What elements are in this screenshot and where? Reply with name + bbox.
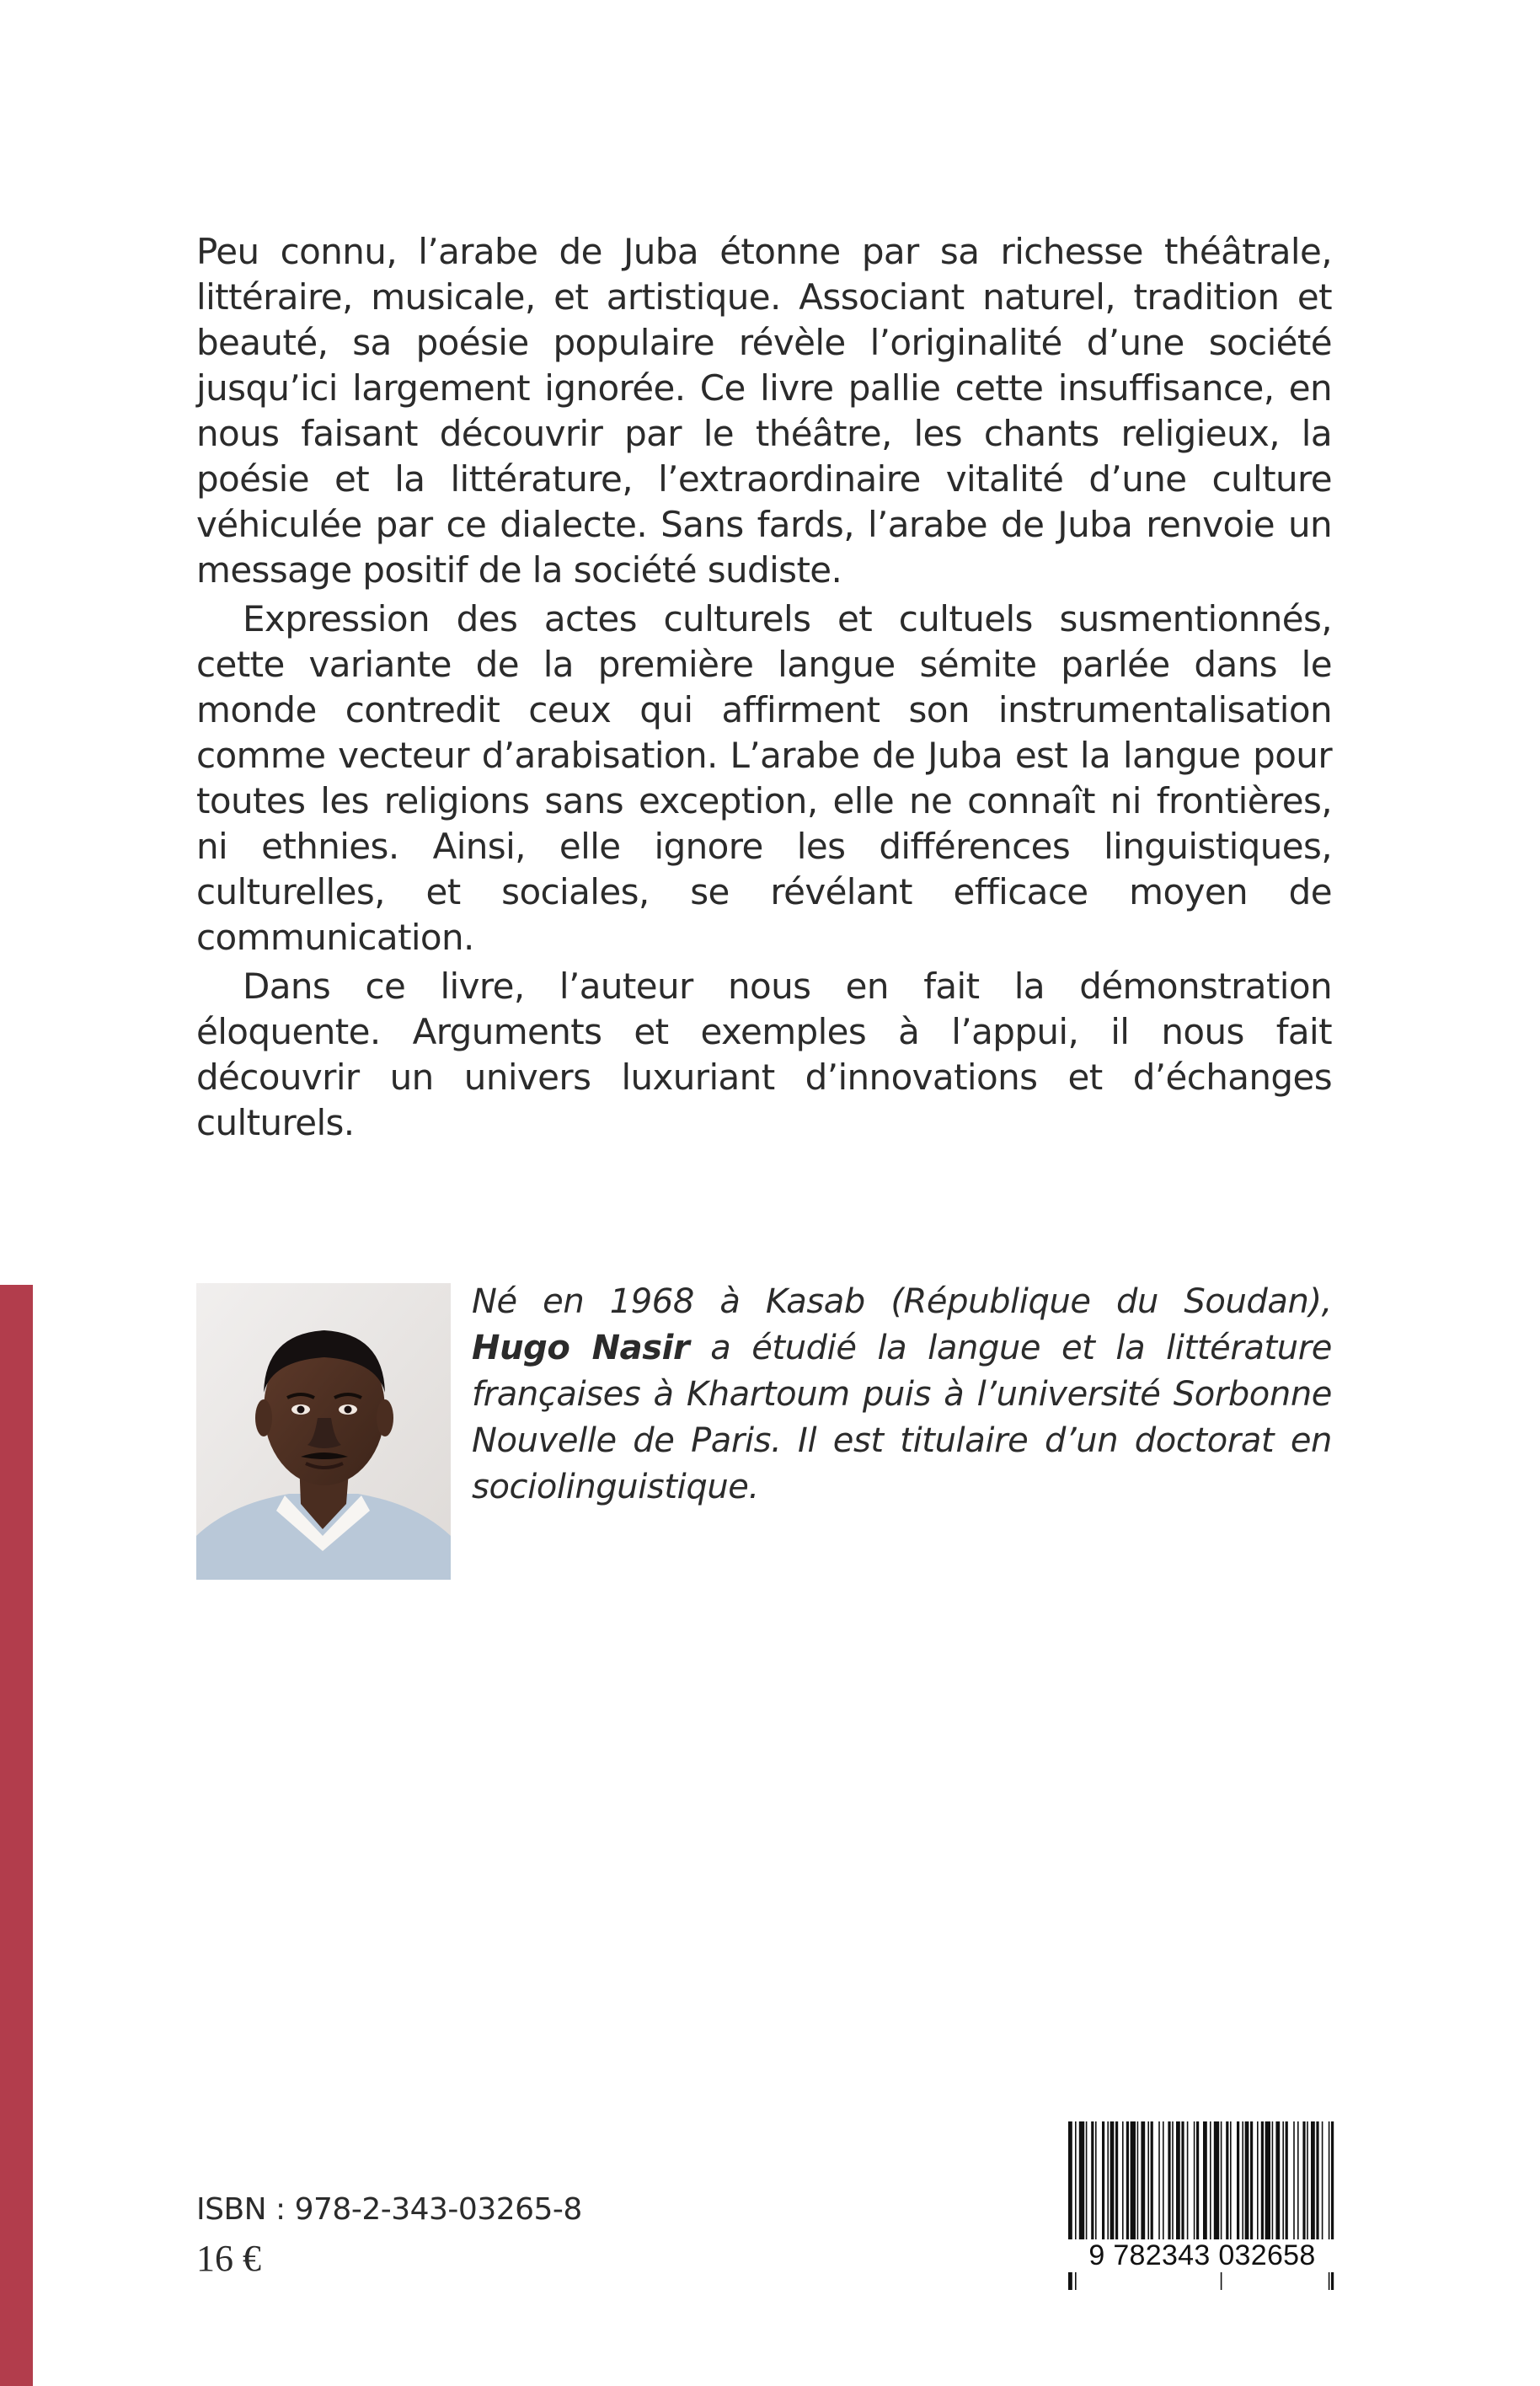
author-name: Hugo Nasir: [472, 1329, 690, 1367]
back-cover-blurb: [196, 229, 1332, 1146]
bio-prefix: Né en 1968 à Kasab (République du Soudan),: [472, 1282, 1332, 1321]
author-bio: [472, 1279, 1332, 1511]
blurb-paragraph-2: Expression des actes culturels et cultuels susmentionnés, cette variante de la première langue sémite parlée dans le monde contredit ceux qui affirment son instrumentalisation comme vecteur d’arabisation. L’arabe de Juba est la langue pour toutes les religions sans exception, elle ne connaît ni frontières, ni ethnies. Ainsi, elle ignore les différences linguistiques, culturelles, et sociales, se révélant efficace moyen de communication.: [196, 598, 1332, 958]
bio-suffix: a étudié la langue et la littérature françaises à Khartoum puis à l’université Sorbonne Nouvelle de Paris. Il est titulaire d’un doctorat en sociolinguistique.: [472, 1329, 1332, 1506]
accent-stripe: [0, 1285, 33, 2386]
price-label: 16 €: [196, 2238, 261, 2279]
barcode-digits: 9 782343 032658: [1063, 2239, 1341, 2272]
author-portrait-illustration: [196, 1283, 451, 1580]
author-photo: [196, 1283, 451, 1580]
blurb-paragraph-1: Peu connu, l’arabe de Juba étonne par sa richesse théâtrale, littéraire, musicale, et artistique. Associant naturel, tradition et beauté, sa poésie populaire révèle l’originalité d’une société jusqu’ici largement ignorée. Ce livre pallie cette insuffisance, en nous faisant découvrir par le théâtre, les chants religieux, la poésie et la littérature, l’extraordinaire vitalité d’une culture véhiculée par ce dialecte. Sans fards, l’arabe de Juba renvoie un message positif de la société sudiste.: [196, 231, 1332, 591]
blurb-paragraph-3: Dans ce livre, l’auteur nous en fait la démonstration éloquente. Arguments et exemples à l’appui, il nous fait découvrir un univers luxuriant d’innovations et d’échanges culturels.: [196, 966, 1332, 1143]
isbn-label: ISBN : 978-2-343-03265-8: [196, 2192, 582, 2227]
